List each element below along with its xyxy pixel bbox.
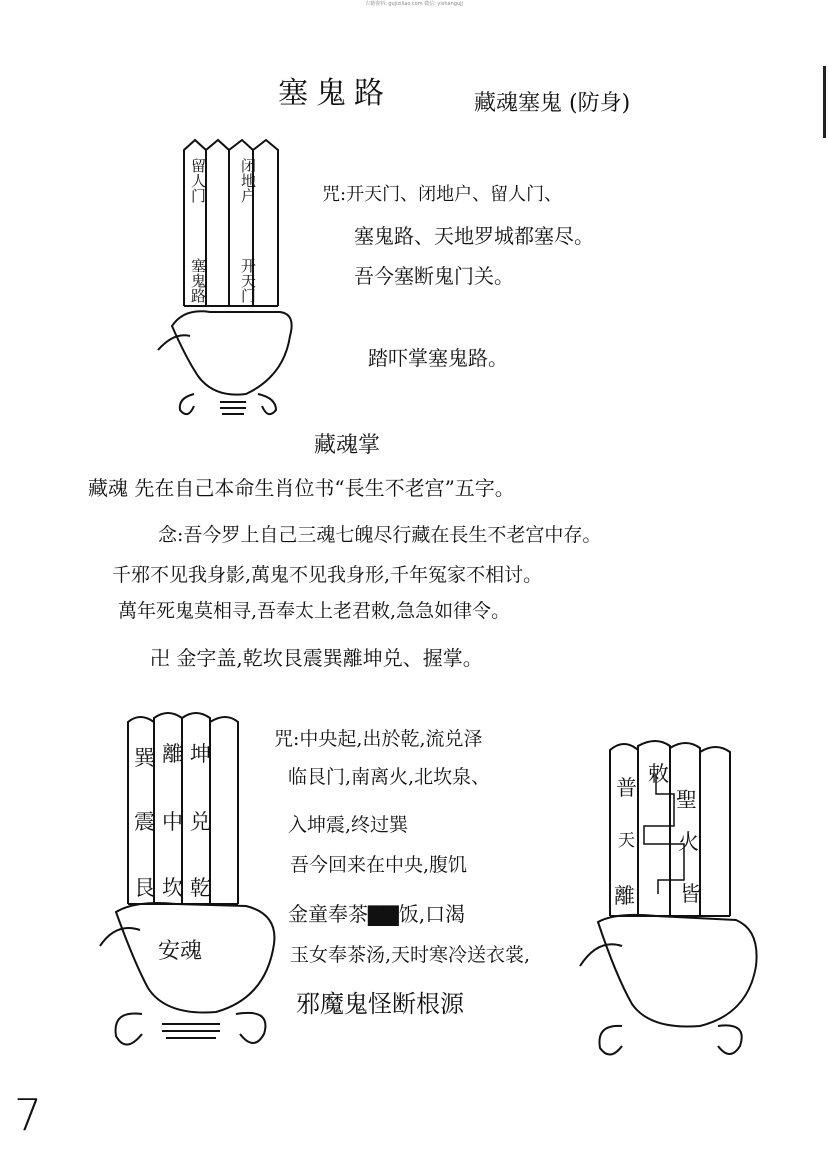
section2-intro: 藏魂 先在自己本命生肖位书“長生不老宫”五字。 bbox=[88, 476, 515, 500]
right-hand-char-6: 離 bbox=[614, 884, 635, 908]
hand1-finger1-bottom: 塞鬼路 bbox=[189, 258, 207, 303]
chant-line-1: 念:吾今罗上自己三魂七魄尽行藏在長生不老宫中存。 bbox=[158, 524, 602, 546]
chant-line-3: 萬年死鬼莫相寻,吾奉太上老君敕,急急如律令。 bbox=[118, 600, 511, 622]
left-hand-col3-3: 乾 bbox=[190, 876, 211, 900]
page-title: 塞鬼路 bbox=[278, 76, 392, 111]
mantra3-line-5: 金童奉茶▇▇饭,口渴 bbox=[288, 902, 466, 926]
chant-line-2: 千邪不见我身影,萬鬼不见我身形,千年冤家不相讨。 bbox=[112, 564, 543, 586]
mantra1-line-1: 咒:开天门、闭地户、留人门、 bbox=[322, 184, 563, 205]
right-hand-char-4: 普 bbox=[616, 776, 637, 800]
hand1-finger1-top: 留人门 bbox=[189, 158, 207, 203]
right-hand-char-7: 皆 bbox=[680, 882, 701, 906]
mantra3-line-1: 咒:中央起,出於乾,流兑泽 bbox=[274, 728, 483, 750]
left-hand-col1-1: 巽 bbox=[134, 746, 155, 770]
mantra3-line-4: 吾今回来在中央,腹饥 bbox=[290, 854, 468, 876]
left-hand-col2-1: 離 bbox=[162, 742, 183, 766]
right-hand-char-3: 火 bbox=[678, 830, 699, 854]
mantra1-instruction: 踏吓掌塞鬼路。 bbox=[368, 346, 508, 370]
right-hand-char-1: 敕 bbox=[648, 762, 669, 786]
left-hand-col2-2: 中 bbox=[162, 810, 183, 834]
left-hand-col3-1: 坤 bbox=[190, 742, 211, 766]
left-hand-col3-2: 兑 bbox=[190, 810, 211, 834]
left-hand-col1-3: 艮 bbox=[134, 876, 155, 900]
right-hand-char-5: 天 bbox=[618, 831, 635, 851]
edge-mark bbox=[823, 66, 826, 138]
left-hand-col2-3: 坎 bbox=[162, 876, 183, 900]
section2-heading: 藏魂掌 bbox=[314, 433, 381, 458]
page-header-note: 古籍資料: gujiziliao.com 微信: yishangujj bbox=[365, 1, 463, 7]
mantra3-line-2: 临艮门,南离火,北坎泉、 bbox=[288, 766, 491, 788]
hand-drawing-right bbox=[576, 730, 764, 1060]
hand-drawing-1 bbox=[150, 136, 310, 421]
mantra1-line-3: 吾今塞断鬼门关。 bbox=[354, 264, 514, 288]
right-hand-char-2: 聖 bbox=[676, 788, 697, 812]
page-subtitle: 藏魂塞鬼 (防身) bbox=[474, 91, 631, 116]
mantra1-line-2: 塞鬼路、天地罗城都塞尽。 bbox=[354, 224, 594, 248]
mantra3-line-7: 邪魔鬼怪断根源 bbox=[296, 990, 464, 1018]
hand1-finger2-top: 闭地户 bbox=[239, 158, 257, 203]
chant-line-4: 卍 金字盖,乾坎艮震巽離坤兑、握掌。 bbox=[150, 646, 483, 670]
mantra3-line-3: 入坤震,终过巽 bbox=[288, 814, 409, 836]
hand1-finger2-bottom: 开天门 bbox=[239, 258, 257, 303]
mantra3-line-6: 玉女奉茶汤,天时寒冷送衣裳, bbox=[290, 944, 531, 966]
left-hand-col1-2: 震 bbox=[134, 810, 155, 834]
page-number: 7 bbox=[14, 1090, 42, 1141]
left-hand-palm-label: 安魂 bbox=[158, 939, 203, 964]
